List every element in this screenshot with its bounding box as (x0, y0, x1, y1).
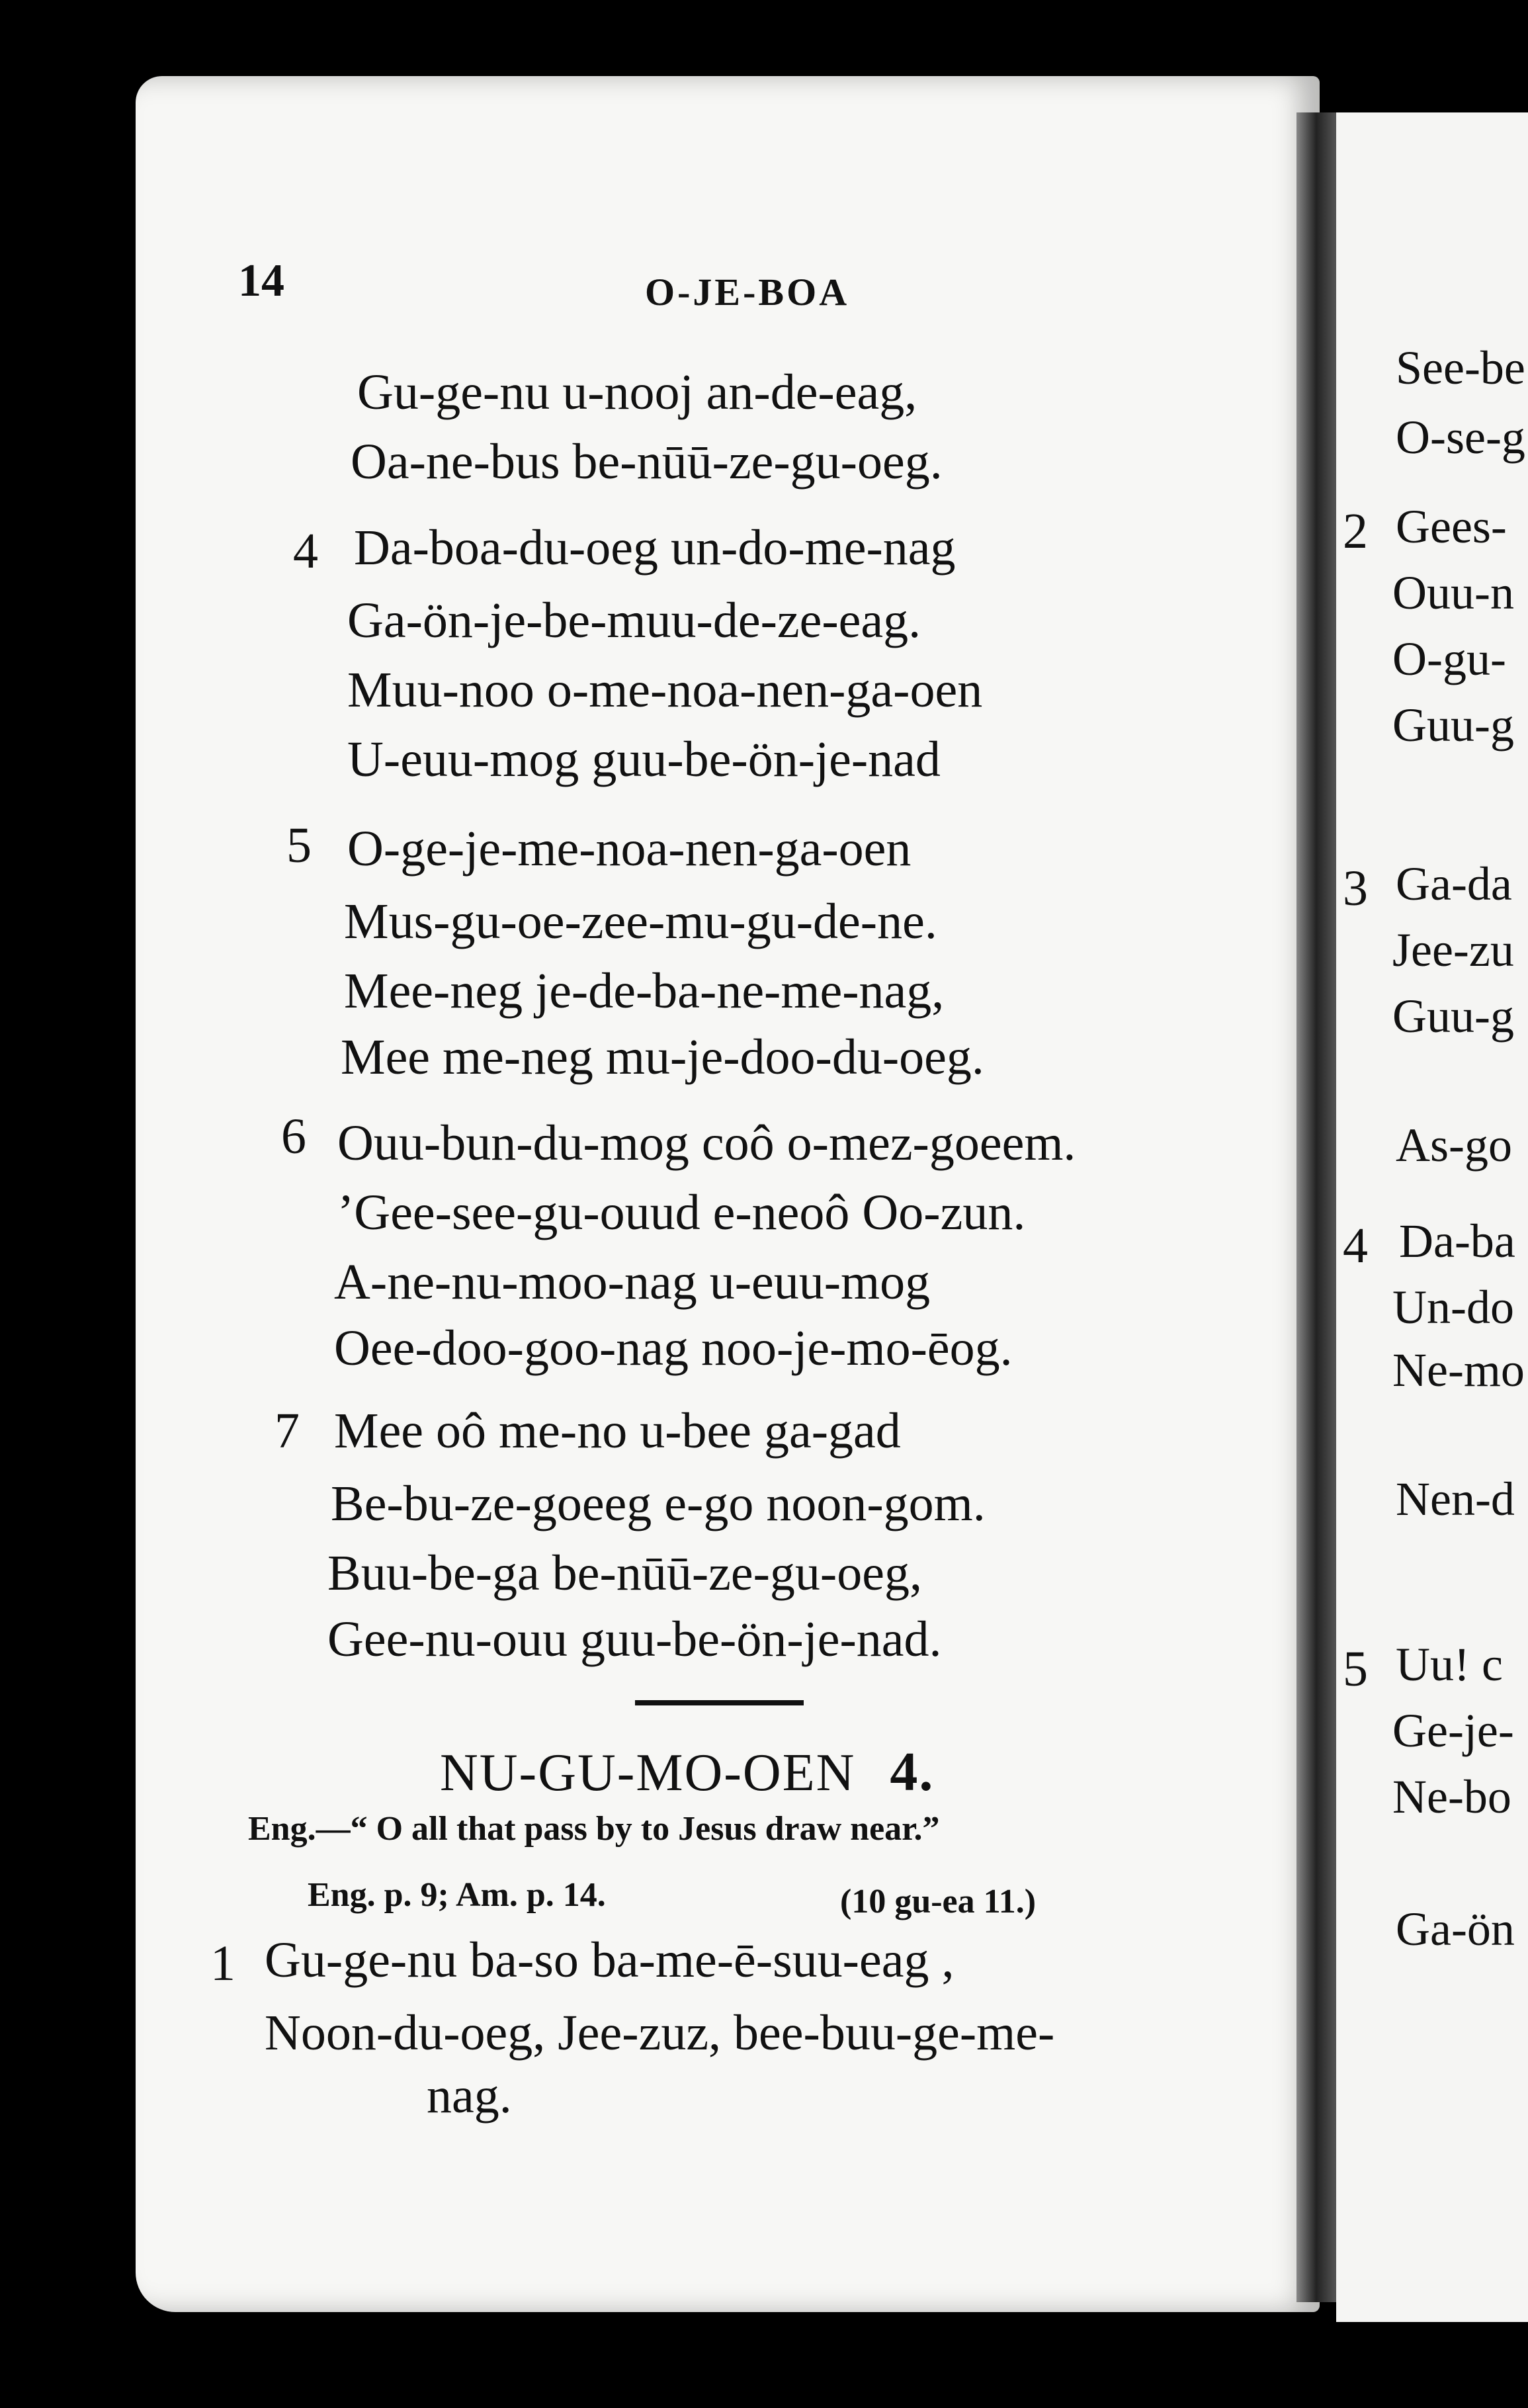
right-fragment: As-go (1396, 1119, 1512, 1172)
right-fragment: Ne-bo (1392, 1770, 1511, 1823)
verse-number: 5 (1343, 1641, 1368, 1697)
verse-line: Gu-ge-nu ba-so ba-me-ē-suu-eag , (265, 1932, 955, 1988)
verse-line: Oa-ne-bus be-nūū-ze-gu-oeg. (351, 434, 943, 490)
right-fragment: O-gu- (1392, 632, 1506, 685)
verse-line: U-euu-mog guu-be-ön-je-nad (347, 732, 941, 787)
right-fragment: Uu! c (1396, 1638, 1503, 1691)
metre: (10 gu-ea 11.) (840, 1883, 1037, 1920)
verse-line: Mee oô me-no u-bee ga-gad (334, 1403, 901, 1459)
running-head: O-JE-BOA (645, 271, 850, 314)
hymn-title-text: NU-GU-MO-OEN (440, 1744, 856, 1802)
right-fragment: See-be (1396, 341, 1525, 394)
verse-number: 2 (1343, 503, 1368, 559)
right-fragment: Guu-g (1392, 990, 1514, 1043)
right-fragment: Nen-d (1396, 1473, 1515, 1526)
verse-line: ’Gee-see-gu-ouud e-neoô Oo-zun. (337, 1185, 1026, 1240)
verse-line: Da-boa-du-oeg un-do-me-nag (354, 520, 956, 576)
verse-number: 6 (281, 1109, 306, 1164)
right-fragment: Jee-zu (1392, 924, 1514, 976)
right-fragment: Ne-mo (1392, 1344, 1525, 1397)
right-fragment: Ga-ön (1396, 1903, 1515, 1956)
right-fragment: Ga-da (1396, 857, 1512, 910)
hymn-number: 4. (890, 1741, 935, 1803)
english-first-line: Eng.—“ O all that pass by to Jesus draw near.” (248, 1810, 940, 1848)
verse-line: Ouu-bun-du-mog coô o-mez-goeem. (337, 1115, 1076, 1171)
verse-line: Be-bu-ze-goeeg e-go noon-gom. (331, 1476, 986, 1531)
verse-number: 7 (275, 1403, 300, 1459)
verse-line: Noon-du-oeg, Jee-zuz, bee-buu-ge-me- (265, 2005, 1055, 2061)
right-fragment: Guu-g (1392, 699, 1514, 752)
right-fragment: Ouu-n (1392, 566, 1514, 619)
right-fragment: O-se-g (1396, 411, 1525, 464)
verse-line: Ga-ön-je-be-muu-de-ze-eag. (347, 593, 921, 648)
right-fragment: Ge-je- (1392, 1704, 1514, 1757)
verse-line: Buu-be-ga be-nūū-ze-gu-oeg, (327, 1545, 922, 1601)
verse-line: Mee me-neg mu-je-doo-du-oeg. (341, 1029, 984, 1085)
verse-line: O-ge-je-me-noa-nen-ga-oen (347, 821, 912, 877)
verse-line: Mee-neg je-de-ba-ne-me-nag, (344, 963, 945, 1019)
verse-line: Gee-nu-ouu guu-be-ön-je-nad. (327, 1612, 942, 1667)
verse-line: nag. (427, 2068, 512, 2124)
verse-number: 1 (210, 1936, 235, 1991)
hymn-title (440, 1740, 934, 1804)
verse-number: 5 (286, 818, 312, 873)
verse-number: 4 (293, 523, 318, 579)
right-fragment: Gees- (1396, 500, 1507, 553)
page-number: 14 (238, 255, 284, 306)
verse-line: A-ne-nu-moo-nag u-euu-mog (334, 1254, 931, 1310)
right-fragment: Un-do (1392, 1281, 1514, 1334)
verse-line: Gu-ge-nu u-nooj an-de-eag, (357, 365, 917, 420)
verse-number: 4 (1343, 1218, 1368, 1273)
section-divider (635, 1700, 804, 1705)
verse-line: Mus-gu-oe-zee-mu-gu-de-ne. (344, 894, 937, 949)
verse-line: Oee-doo-goo-nag noo-je-mo-ēog. (334, 1320, 1013, 1376)
verse-line: Muu-noo o-me-noa-nen-ga-oen (347, 662, 983, 718)
verse-number: 3 (1343, 861, 1368, 916)
hymnbook-references: Eng. p. 9; Am. p. 14. (308, 1876, 606, 1914)
right-fragment: Da-ba (1399, 1215, 1515, 1268)
book-gutter (1296, 112, 1336, 2302)
